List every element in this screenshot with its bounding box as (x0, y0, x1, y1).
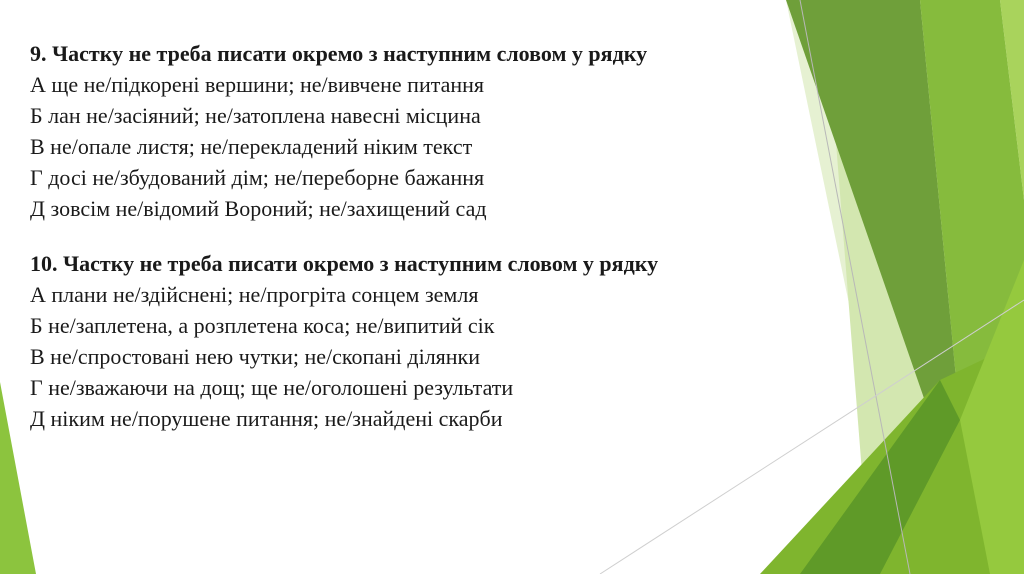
answer-option-b: Б лан не/засіяний; не/затоплена навесні місцина (30, 103, 481, 128)
question-title: 10. Частку не треба писати окремо з наступним словом у рядку (30, 251, 659, 276)
answer-option-c: В не/опале листя; не/перекладений ніким текст (30, 134, 473, 159)
question-10 (30, 248, 810, 434)
question-title: 9. Частку не треба писати окремо з наступним словом у рядку (30, 41, 648, 66)
answer-option-a: А ще не/підкорені вершини; не/вивчене питання (30, 72, 485, 97)
slide-content (30, 38, 810, 458)
answer-option-e: Д ніким не/порушене питання; не/знайдені скарби (30, 406, 503, 431)
answer-option-a: А плани не/здійснені; не/прогріта сонцем земля (30, 282, 479, 307)
answer-option-e: Д зовсім не/відомий Вороний; не/захищений сад (30, 196, 487, 221)
answer-option-d: Г досі не/збудований дім; не/переборне бажання (30, 165, 485, 190)
answer-option-b: Б не/заплетена, а розплетена коса; не/випитий сік (30, 313, 495, 338)
question-9 (30, 38, 810, 224)
answer-option-d: Г не/зважаючи на дощ; ще не/оголошені результати (30, 375, 514, 400)
answer-option-c: В не/спростовані нею чутки; не/скопані ділянки (30, 344, 481, 369)
